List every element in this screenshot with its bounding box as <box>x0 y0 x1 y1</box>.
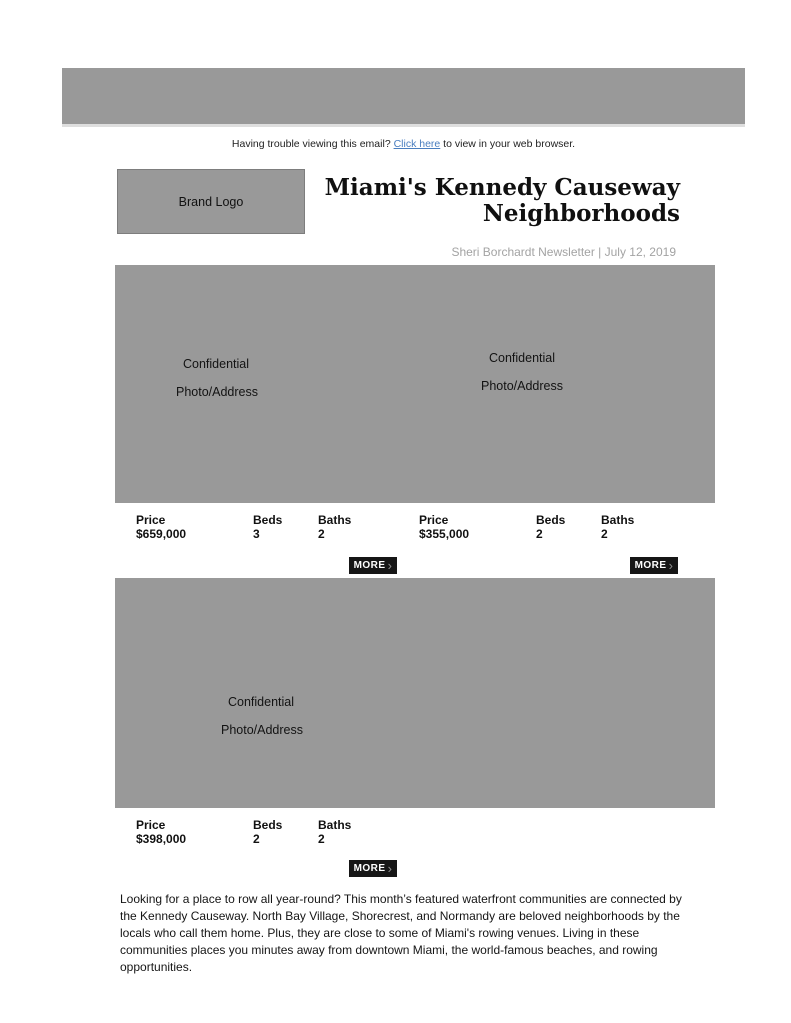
baths-label: Baths <box>318 513 352 527</box>
photo-placeholder-text: Photo/Address <box>176 385 258 399</box>
listing-1-baths <box>318 514 398 541</box>
masthead-banner <box>62 68 745 127</box>
beds-label: Beds <box>253 818 283 832</box>
photo-placeholder-text: Confidential <box>182 357 250 371</box>
newsletter-title-line1: Miami's Kennedy Causeway <box>324 174 680 201</box>
baths-value: 2 <box>318 831 325 846</box>
view-in-browser-link[interactable]: Click here <box>393 138 441 150</box>
price-value: $355,000 <box>419 526 470 541</box>
photo-placeholder-text: Photo/Address <box>481 379 563 393</box>
chevron-right-icon: › <box>387 860 393 876</box>
beds-label: Beds <box>536 513 566 527</box>
beds-value: 2 <box>536 526 543 541</box>
price-label: Price <box>136 513 166 527</box>
baths-label: Baths <box>601 513 635 527</box>
view-in-browser-suffix: to view in your web browser. <box>440 138 576 150</box>
listing-2-details <box>398 514 681 541</box>
beds-label: Beds <box>253 513 283 527</box>
listing-2-more-button[interactable] <box>630 557 678 574</box>
listing-3-baths <box>318 819 398 846</box>
listing-details-row-top <box>115 514 681 541</box>
newsletter-body-paragraph: Looking for a place to row all year-round? This month’s featured waterfront communities are connected by the Kennedy Causeway. North Bay Village, Shorecrest, and Normandy are beloved neighborhoods by the locals who call them home. Plus, they are close to some of Miami's rowing venues. Living in these communities places you minutes away from downtown Miami, the world-famous beaches, and rowing opportunities. <box>120 892 682 974</box>
price-label: Price <box>136 818 166 832</box>
more-button-label: MORE <box>634 560 667 571</box>
baths-value: 2 <box>601 526 608 541</box>
listing-2-beds <box>536 514 601 541</box>
view-in-browser-prefix: Having trouble viewing this email? <box>231 138 394 150</box>
listing-1-details <box>115 514 398 541</box>
beds-value: 2 <box>253 831 260 846</box>
more-button-label: MORE <box>353 863 386 874</box>
listing-3-price <box>136 819 253 846</box>
photo-placeholder-text: Confidential <box>488 351 556 365</box>
listing-1-beds <box>253 514 318 541</box>
chevron-right-icon: › <box>668 557 674 573</box>
listing-2-baths <box>601 514 681 541</box>
listing-2-price <box>419 514 536 541</box>
price-value: $659,000 <box>136 526 187 541</box>
baths-value: 2 <box>318 526 325 541</box>
chevron-right-icon: › <box>387 557 393 573</box>
listing-3-details <box>115 819 398 846</box>
brand-logo-label: Brand Logo <box>178 194 244 209</box>
view-in-browser-line <box>62 138 745 150</box>
baths-label: Baths <box>318 818 352 832</box>
brand-logo-placeholder <box>117 169 305 234</box>
newsletter-title-line2: Neighborhoods <box>482 200 680 227</box>
price-label: Price <box>419 513 449 527</box>
listing-3-beds <box>253 819 318 846</box>
newsletter-subtitle: Sheri Borchardt Newsletter | July 12, 2019 <box>451 245 676 259</box>
photo-placeholder-text: Confidential <box>227 695 295 709</box>
listing-1-price <box>136 514 253 541</box>
listing-3-more-button[interactable] <box>349 860 397 877</box>
photo-placeholder-text: Photo/Address <box>221 723 303 737</box>
beds-value: 3 <box>253 526 260 541</box>
listing-details-row-bottom <box>115 819 398 846</box>
price-value: $398,000 <box>136 831 187 846</box>
listing-photos-top <box>115 265 715 503</box>
more-button-label: MORE <box>353 560 386 571</box>
newsletter-title <box>280 175 680 227</box>
listing-photo-bottom <box>115 578 715 808</box>
listing-1-more-button[interactable] <box>349 557 397 574</box>
